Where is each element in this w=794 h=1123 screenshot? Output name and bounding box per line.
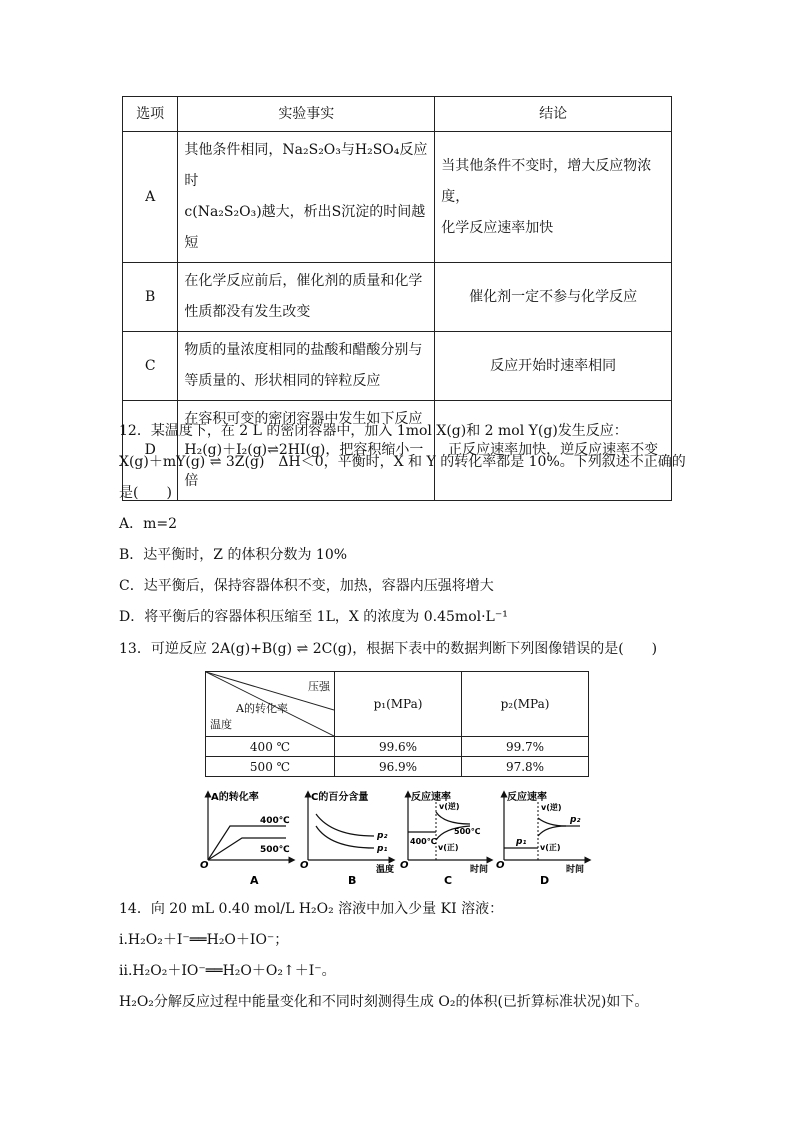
graph-a-label-400: 400℃	[260, 816, 290, 826]
cell-value: 99.6%	[335, 737, 462, 757]
row-conclusion: 反应开始时速率相同	[435, 332, 672, 401]
graph-d-xlabel: 时间	[566, 865, 585, 875]
corner-mid: A的转化率	[236, 702, 288, 715]
row-fact	[178, 132, 435, 263]
corner-bottom: 温度	[210, 718, 232, 731]
graph-b-ylabel: C的百分含量	[311, 792, 369, 803]
conclusion-line: 化学反应速率加快	[441, 219, 554, 236]
option-graphs	[198, 788, 598, 886]
graph-c-xlabel: 时间	[470, 865, 489, 875]
q14-step: ⅱ.H₂O₂＋IO⁻══H₂O＋O₂↑＋I⁻。	[119, 963, 336, 979]
col-header-p1: p₁(MPa)	[335, 672, 462, 737]
table-row	[123, 263, 672, 332]
graph-d-origin: O	[496, 860, 505, 871]
conversion-table	[205, 671, 589, 777]
table-row	[206, 757, 589, 777]
q14-step: ⅰ.H₂O₂＋I⁻══H₂O＋IO⁻；	[119, 932, 289, 948]
fact-line: 在容积可变的密闭容器中发生如下反应	[184, 411, 423, 427]
graph-d-curve-reverse	[538, 818, 566, 826]
fact-line: 其他条件相同，Na₂S₂O₃与H₂SO₄反应时	[184, 142, 428, 189]
q13-stem: 13．可逆反应 2A(g)+B(g) ⇌ 2C(g)，根据下表中的数据判断下列图像错误的是( )	[119, 641, 658, 657]
graph-b-curve-p2	[316, 814, 374, 836]
cell-value: 97.8%	[462, 757, 589, 777]
q12-option: C．达平衡后，保持容器体积不变，加热，容器内压强将增大	[119, 578, 494, 594]
table-row	[123, 332, 672, 401]
q12-stem: 是( )	[119, 485, 172, 501]
header-fact: 实验事实	[178, 97, 435, 132]
graph-c-curve-reverse	[436, 812, 470, 824]
q12-option: B．达平衡时，Z 的体积分数为 10%	[119, 547, 348, 563]
graph-b-origin: O	[300, 860, 309, 871]
table-header-row	[206, 672, 589, 737]
graph-d-label-p2: p₂	[570, 815, 581, 825]
graph-d-curve-forward	[538, 826, 566, 836]
header-option: 选项	[123, 97, 178, 132]
graph-b-label: B	[348, 874, 357, 886]
fact-line: c(Na₂S₂O₃)越大，析出S沉淀的时间越短	[184, 204, 426, 251]
corner-top: 压强	[308, 680, 330, 693]
row-fact	[178, 263, 435, 332]
graph-c	[400, 790, 490, 886]
experiment-table	[122, 96, 672, 501]
fact-line: 在化学反应前后，催化剂的质量和化学	[184, 273, 423, 289]
q12-option: D．将平衡后的容器体积压缩至 1L，X 的浓度为 0.45mol·L⁻¹	[119, 609, 508, 625]
graph-c-label-forward: v(正)	[438, 843, 459, 852]
row-fact	[178, 332, 435, 401]
fact-line: 性质都没有发生改变	[184, 304, 311, 320]
q12-option: A．m=2	[119, 516, 178, 532]
table-header-row	[123, 97, 672, 132]
row-option: B	[123, 263, 178, 332]
diagonal-header-cell	[206, 672, 335, 737]
graph-c-label-400: 400℃	[410, 837, 437, 846]
table-row	[123, 132, 672, 263]
graph-d-label: D	[540, 874, 550, 886]
row-option: D	[123, 401, 178, 501]
q12-stem: 12．某温度下，在 2 L 的密闭容器中，加入 1mol X(g)和 2 mol Y(g)发生反应：	[119, 423, 628, 439]
graph-d-label-reverse: v(逆)	[541, 803, 562, 812]
cell-value: 96.9%	[335, 757, 462, 777]
graph-b-label-p1: p₁	[377, 844, 388, 854]
col-header-p2: p₂(MPa)	[462, 672, 589, 737]
graph-d-label-p1: p₁	[516, 837, 527, 847]
graph-a-label: A	[250, 874, 259, 886]
graph-d-label-forward: v(正)	[540, 843, 561, 852]
q14-tail: H₂O₂分解反应过程中能量变化和不同时刻测得生成 O₂的体积(已折算标准状况)如下。	[119, 994, 649, 1010]
graph-c-ylabel: 反应速率	[411, 792, 451, 803]
graph-b	[300, 790, 394, 886]
graph-d-ylabel: 反应速率	[507, 792, 547, 803]
graph-c-origin: O	[400, 860, 409, 871]
graph-a-origin: O	[200, 860, 209, 871]
graph-a	[200, 790, 292, 886]
graph-b-label-p2: p₂	[377, 831, 388, 841]
cell-value: 99.7%	[462, 737, 589, 757]
q14-stem: 14．向 20 mL 0.40 mol/L H₂O₂ 溶液中加入少量 KI 溶液：	[119, 901, 504, 917]
graph-c-label-500: 500℃	[454, 827, 481, 836]
graph-a-ylabel: A的转化率	[211, 792, 259, 803]
header-conclusion: 结论	[435, 97, 672, 132]
graph-b-xlabel: 温度	[376, 865, 395, 875]
q12-stem: X(g)＋mY(g) ⇌ 3Z(g) ΔH＜0，平衡时，X 和 Y 的转化率都是 10%。下列叙述不正确的	[119, 454, 686, 470]
graph-c-label: C	[444, 874, 453, 886]
row-temp: 400 ℃	[206, 737, 335, 757]
row-option: C	[123, 332, 178, 401]
fact-line: H₂(g)＋I₂(g)⇌2HI(g)，把容积缩小一倍	[184, 442, 424, 489]
conclusion-line: 当其他条件不变时，增大反应物浓度，	[441, 157, 652, 205]
fact-line: 物质的量浓度相同的盐酸和醋酸分别与	[184, 342, 423, 358]
graph-d	[496, 790, 588, 886]
graph-a-label-500: 500℃	[260, 845, 290, 855]
row-conclusion: 正反应速率加快，逆反应速率不变	[435, 401, 672, 501]
graph-c-label-reverse: v(逆)	[439, 802, 460, 811]
table-row	[206, 737, 589, 757]
row-option: A	[123, 132, 178, 263]
graph-b-curve-p1	[316, 826, 374, 848]
fact-line: 等质量的、形状相同的锌粒反应	[184, 373, 381, 389]
row-conclusion: 催化剂一定不参与化学反应	[435, 263, 672, 332]
row-conclusion	[435, 132, 672, 263]
row-temp: 500 ℃	[206, 757, 335, 777]
